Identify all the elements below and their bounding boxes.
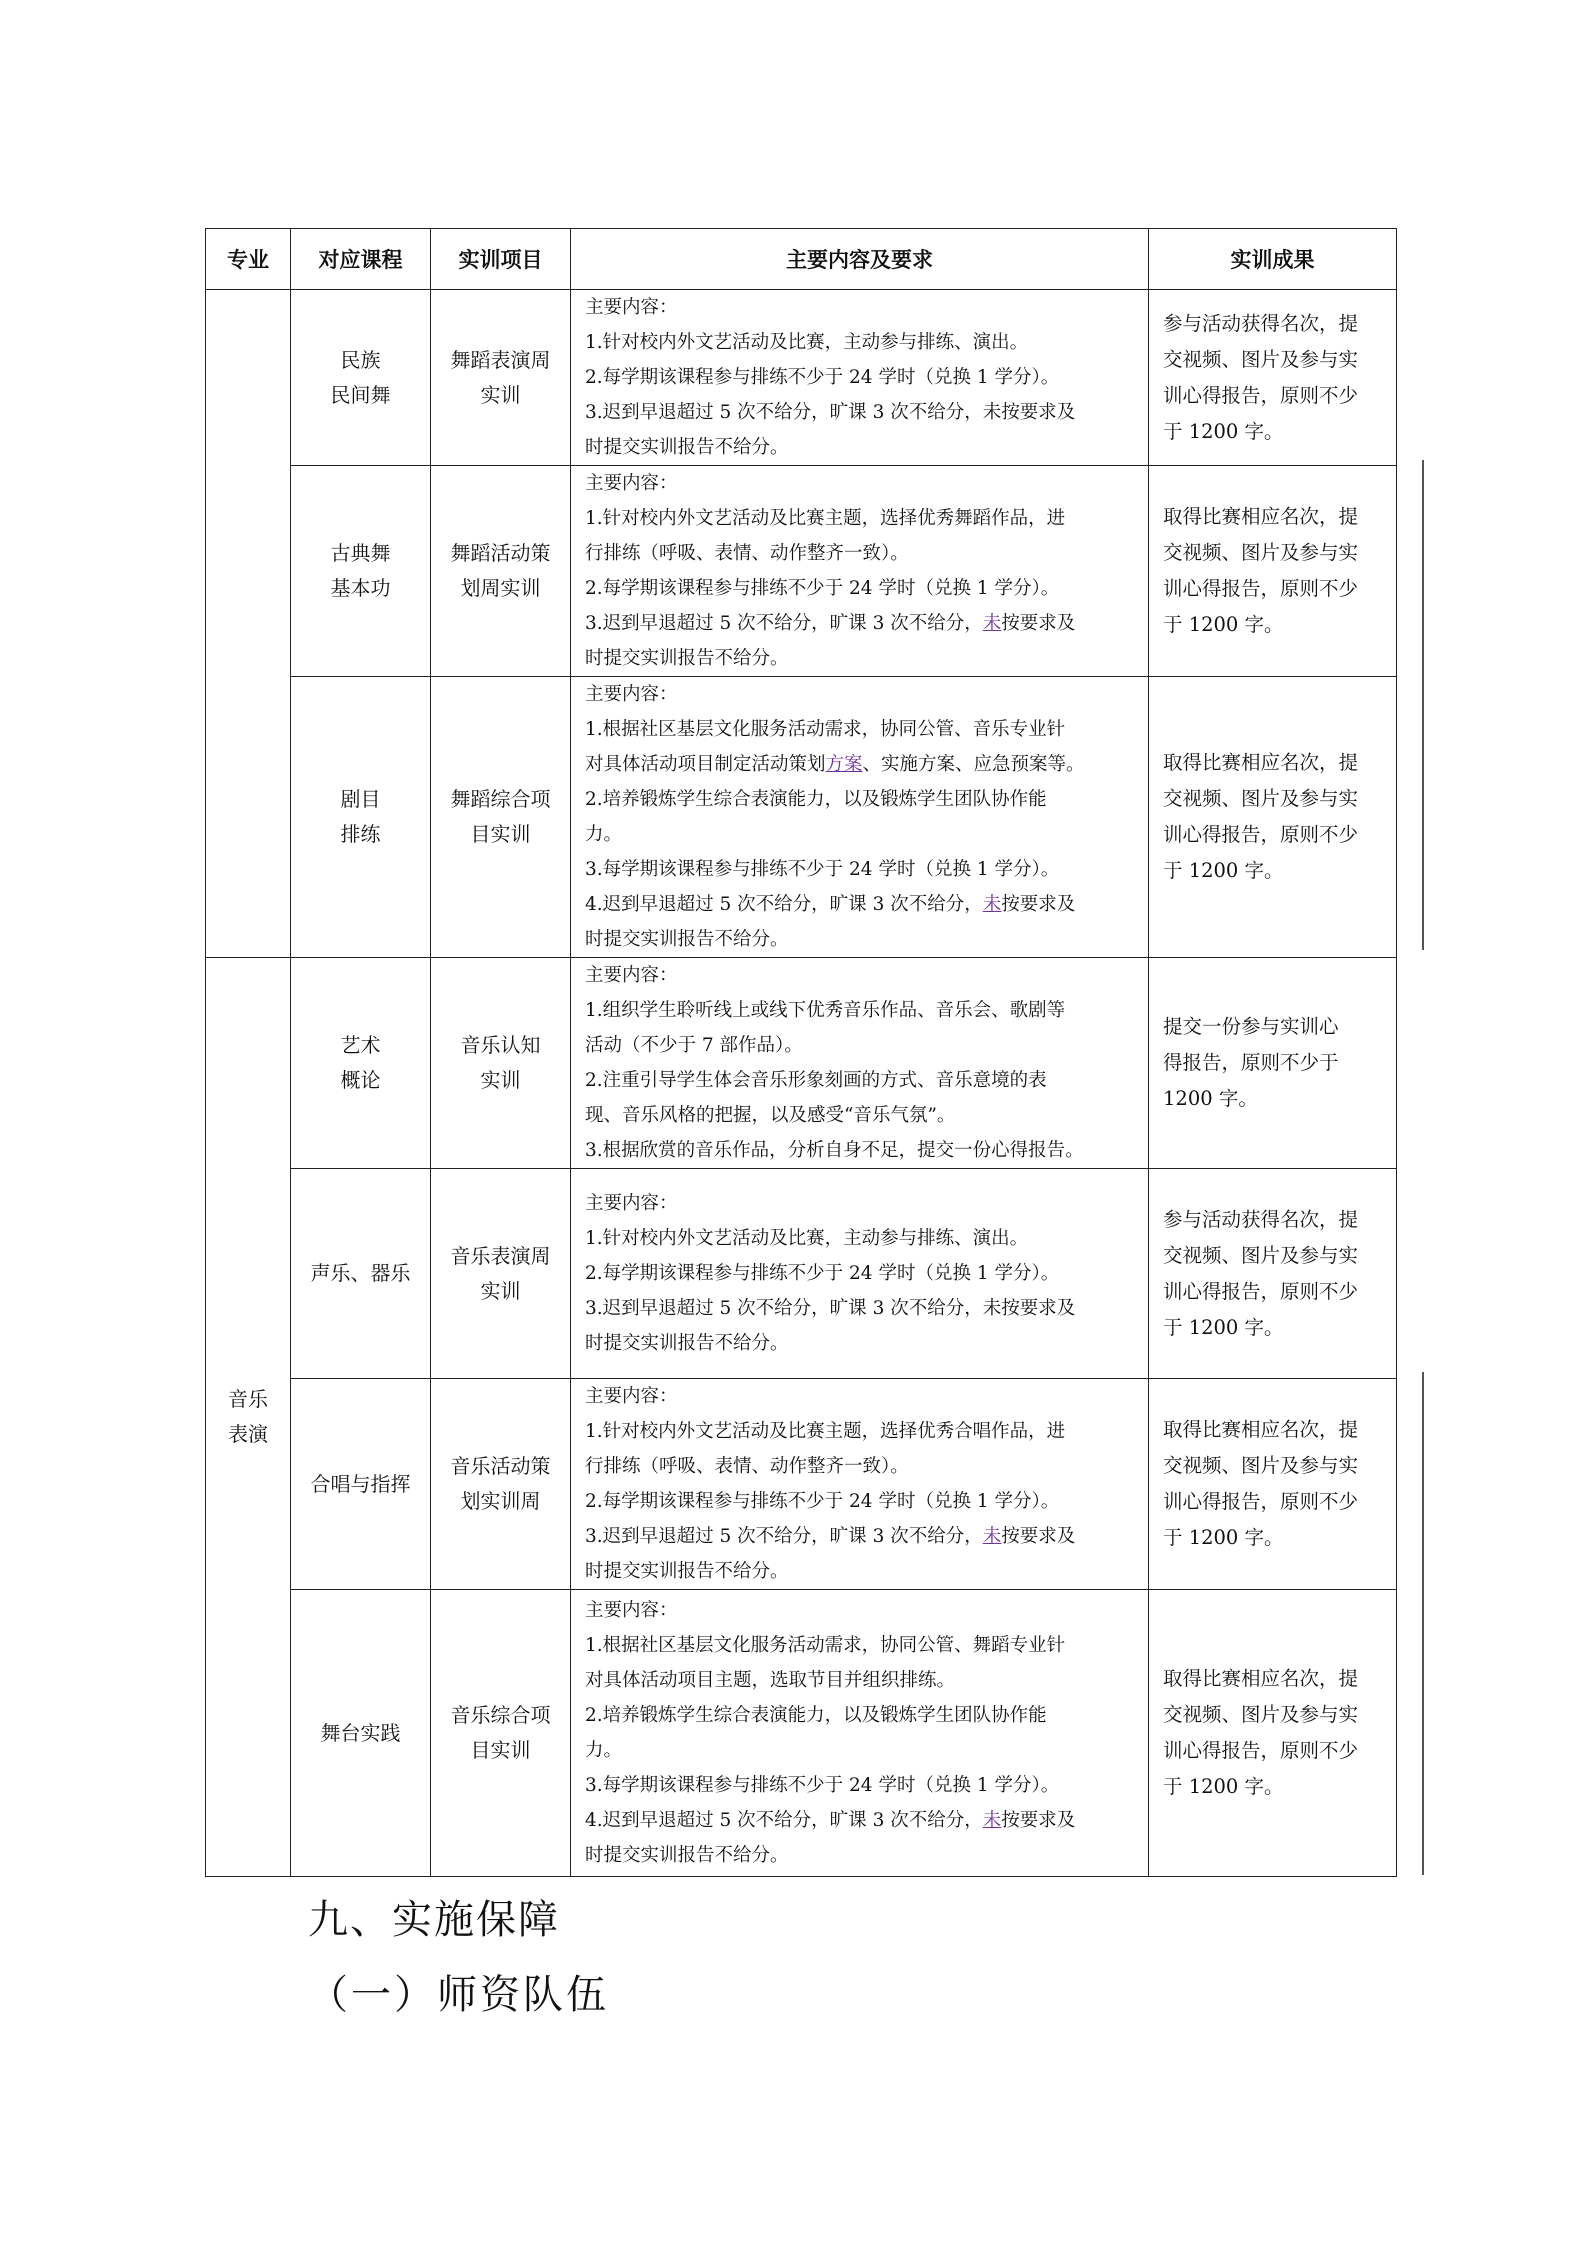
- result-cell: 取得比赛相应名次，提 交视频、图片及参与实 训心得报告，原则不少 于 1200 字。: [1149, 1590, 1397, 1877]
- table-row: [206, 677, 1397, 958]
- content-line: 主要内容：: [585, 1600, 678, 1621]
- content-segment: 按要求及: [1001, 1810, 1076, 1831]
- content-cell: [571, 1169, 1149, 1379]
- content-line: 主要内容：: [585, 684, 678, 705]
- content-line: 2.注重引导学生体会音乐形象刻画的方式、音乐意境的表: [585, 1070, 1047, 1091]
- content-segment: 3.迟到早退超过 5 次不给分，旷课 3 次不给分，: [585, 613, 983, 634]
- content-line: 时提交实训报告不给分。: [585, 1561, 789, 1582]
- content-line: 主要内容：: [585, 1193, 678, 1214]
- subsection-heading: （一）师资队伍: [308, 1972, 609, 2018]
- result-cell: 取得比赛相应名次，提 交视频、图片及参与实 训心得报告，原则不少 于 1200 字。: [1149, 677, 1397, 958]
- content-line: 2.每学期该课程参与排练不少于 24 学时（兑换 1 学分）。: [585, 1263, 1060, 1284]
- content-line: 力。: [585, 1740, 623, 1761]
- content-cell: [571, 1590, 1149, 1877]
- underlined-mark: 未: [982, 613, 1002, 634]
- table-row: [206, 958, 1397, 1169]
- content-line: 1.针对校内外文艺活动及比赛主题，选择优秀合唱作品，进: [585, 1421, 1066, 1442]
- content-line: 主要内容：: [585, 1386, 678, 1407]
- content-segment: 、实施方案、应急预案等。: [862, 754, 1085, 775]
- result-cell: 参与活动获得名次，提 交视频、图片及参与实 训心得报告，原则不少 于 1200 字。: [1149, 290, 1397, 466]
- course-cell: 民族 民间舞: [291, 290, 431, 466]
- content-cell: [571, 677, 1149, 958]
- content-line: 3.迟到早退超过 5 次不给分，旷课 3 次不给分，未按要求及: [585, 1298, 1076, 1319]
- result-cell: 提交一份参与实训心 得报告，原则不少于 1200 字。: [1149, 958, 1397, 1169]
- major-cell-music: 音乐 表演: [206, 958, 291, 1877]
- content-line: 力。: [585, 824, 623, 845]
- content-line: [585, 1519, 1138, 1554]
- content-line: 主要内容：: [585, 965, 678, 986]
- content-line: 3.每学期该课程参与排练不少于 24 学时（兑换 1 学分）。: [585, 1775, 1060, 1796]
- project-cell: 舞蹈表演周 实训: [431, 290, 571, 466]
- header-course: 对应课程: [291, 229, 431, 290]
- content-line: 1.组织学生聆听线上或线下优秀音乐作品、音乐会、歌剧等: [585, 1000, 1066, 1021]
- content-line: 现、音乐风格的把握，以及感受“音乐气氛”。: [585, 1105, 956, 1126]
- content-line: 对具体活动项目主题，选取节目并组织排练。: [585, 1670, 956, 1691]
- margin-change-bar: [1422, 1372, 1424, 1875]
- content-line: 2.培养锻炼学生综合表演能力，以及锻炼学生团队协作能: [585, 1705, 1047, 1726]
- margin-change-bar: [1422, 460, 1424, 950]
- content-line: 3.每学期该课程参与排练不少于 24 学时（兑换 1 学分）。: [585, 859, 1060, 880]
- content-line: 2.培养锻炼学生综合表演能力，以及锻炼学生团队协作能: [585, 789, 1047, 810]
- content-line: [585, 1803, 1138, 1838]
- project-cell: 音乐认知 实训: [431, 958, 571, 1169]
- content-line: 活动（不少于 7 部作品）。: [585, 1035, 803, 1056]
- table-row: [206, 1379, 1397, 1590]
- project-cell: 音乐综合项 目实训: [431, 1590, 571, 1877]
- content-line: 1.针对校内外文艺活动及比赛，主动参与排练、演出。: [585, 332, 1029, 353]
- content-line: [585, 747, 1138, 782]
- result-cell: 参与活动获得名次，提 交视频、图片及参与实 训心得报告，原则不少 于 1200 字。: [1149, 1169, 1397, 1379]
- content-segment: 对具体活动项目制定活动策划: [585, 754, 826, 775]
- table-row: [206, 1169, 1397, 1379]
- content-segment: 3.迟到早退超过 5 次不给分，旷课 3 次不给分，: [585, 1526, 983, 1547]
- table-row: [206, 466, 1397, 677]
- table-header-row: [206, 229, 1397, 290]
- content-segment: 按要求及: [1001, 894, 1076, 915]
- header-major: 专业: [206, 229, 291, 290]
- content-line: 2.每学期该课程参与排练不少于 24 学时（兑换 1 学分）。: [585, 578, 1060, 599]
- content-line: 2.每学期该课程参与排练不少于 24 学时（兑换 1 学分）。: [585, 367, 1060, 388]
- content-line: 3.迟到早退超过 5 次不给分，旷课 3 次不给分，未按要求及: [585, 402, 1076, 423]
- content-cell: [571, 466, 1149, 677]
- project-cell: 音乐活动策 划实训周: [431, 1379, 571, 1590]
- content-cell: [571, 958, 1149, 1169]
- table-row: [206, 290, 1397, 466]
- content-cell: [571, 290, 1149, 466]
- course-cell: 艺术 概论: [291, 958, 431, 1169]
- training-table: [205, 228, 1397, 1877]
- course-cell: 合唱与指挥: [291, 1379, 431, 1590]
- content-line: 1.根据社区基层文化服务活动需求，协同公管、舞蹈专业针: [585, 1635, 1066, 1656]
- underlined-mark: 未: [982, 1526, 1002, 1547]
- result-cell: 取得比赛相应名次，提 交视频、图片及参与实 训心得报告，原则不少 于 1200 字。: [1149, 1379, 1397, 1590]
- content-line: 行排练（呼吸、表情、动作整齐一致）。: [585, 1456, 909, 1477]
- table-row: [206, 1590, 1397, 1877]
- underlined-mark: 未: [982, 1810, 1002, 1831]
- content-line: 时提交实训报告不给分。: [585, 1333, 789, 1354]
- header-content: 主要内容及要求: [571, 229, 1149, 290]
- course-cell: 舞台实践: [291, 1590, 431, 1877]
- course-cell: 剧目 排练: [291, 677, 431, 958]
- content-line: 1.针对校内外文艺活动及比赛主题，选择优秀舞蹈作品，进: [585, 508, 1066, 529]
- content-line: 2.每学期该课程参与排练不少于 24 学时（兑换 1 学分）。: [585, 1491, 1060, 1512]
- content-segment: 按要求及: [1001, 613, 1076, 634]
- content-line: 时提交实训报告不给分。: [585, 437, 789, 458]
- content-line: 主要内容：: [585, 473, 678, 494]
- header-result: 实训成果: [1149, 229, 1397, 290]
- content-segment: 4.迟到早退超过 5 次不给分，旷课 3 次不给分，: [585, 894, 983, 915]
- course-cell: 声乐、器乐: [291, 1169, 431, 1379]
- content-line: 3.根据欣赏的音乐作品，分析自身不足，提交一份心得报告。: [585, 1140, 1084, 1161]
- content-line: 1.根据社区基层文化服务活动需求，协同公管、音乐专业针: [585, 719, 1066, 740]
- section-heading: 九、实施保障: [308, 1897, 560, 1943]
- underlined-mark: 未: [982, 894, 1002, 915]
- underlined-mark: 方案: [825, 754, 863, 775]
- content-segment: 按要求及: [1001, 1526, 1076, 1547]
- content-line: [585, 887, 1138, 922]
- content-cell: [571, 1379, 1149, 1590]
- content-line: 行排练（呼吸、表情、动作整齐一致）。: [585, 543, 909, 564]
- project-cell: 舞蹈综合项 目实训: [431, 677, 571, 958]
- content-line: [585, 606, 1138, 641]
- result-cell: 取得比赛相应名次，提 交视频、图片及参与实 训心得报告，原则不少 于 1200 字。: [1149, 466, 1397, 677]
- content-line: 主要内容：: [585, 297, 678, 318]
- content-segment: 4.迟到早退超过 5 次不给分，旷课 3 次不给分，: [585, 1810, 983, 1831]
- content-line: 时提交实训报告不给分。: [585, 929, 789, 950]
- content-line: 1.针对校内外文艺活动及比赛，主动参与排练、演出。: [585, 1228, 1029, 1249]
- header-project: 实训项目: [431, 229, 571, 290]
- project-cell: 音乐表演周 实训: [431, 1169, 571, 1379]
- project-cell: 舞蹈活动策 划周实训: [431, 466, 571, 677]
- course-cell: 古典舞 基本功: [291, 466, 431, 677]
- major-cell-dance: [206, 290, 291, 958]
- content-line: 时提交实训报告不给分。: [585, 648, 789, 669]
- content-line: 时提交实训报告不给分。: [585, 1845, 789, 1866]
